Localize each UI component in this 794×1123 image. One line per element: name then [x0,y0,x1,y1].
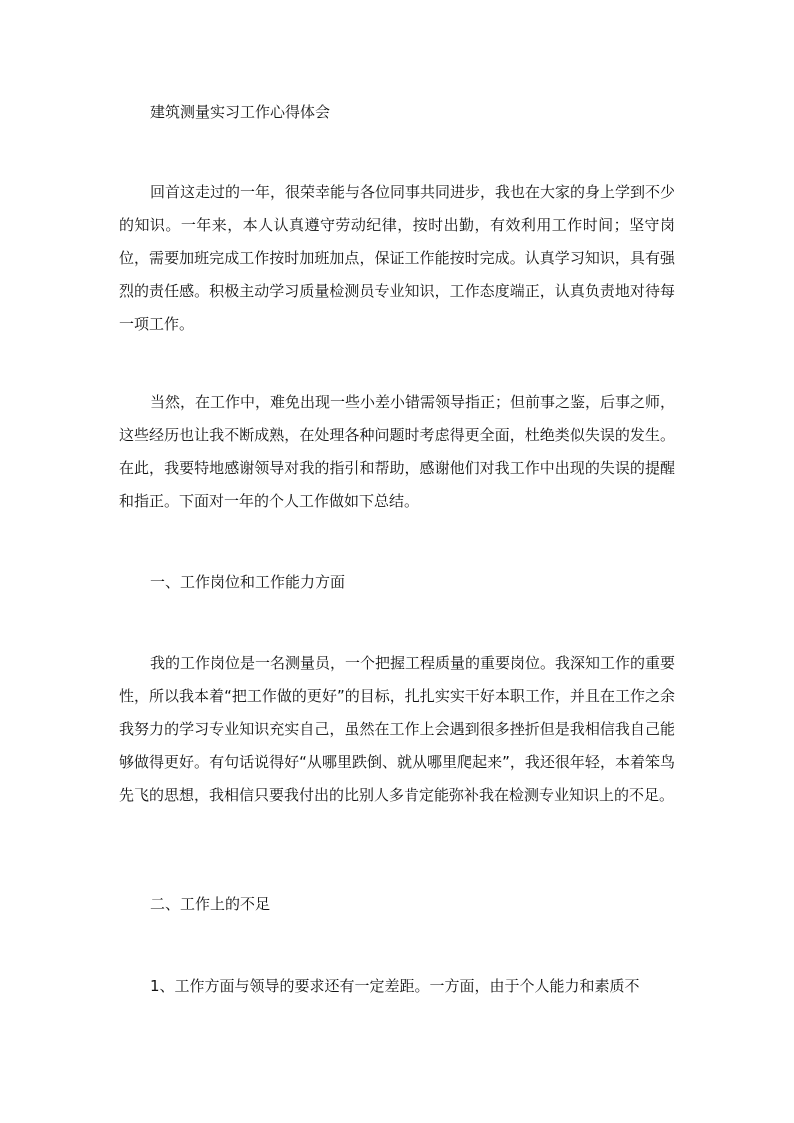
section-heading-2: 二、工作上的不足 [150,895,271,913]
paragraph-thanks: 当然，在工作中，难免出现一些小差小错需领导指正；但前事之鉴，后事之师，这些经历也让我不断成熟，在处理各种问题时考虑得更全面，杜绝类似失误的发生。在此，我要特地感谢领导对我的指引和帮助，感谢他们对我工作中出现的失误的提醒和指正。下面对一年的个人工作做如下总结。 [119,393,676,510]
paragraph-intro: 回首这走过的一年，很荣幸能与各位同事共同进步，我也在大家的身上学到不少的知识。一年来，本人认真遵守劳动纪律，按时出勤，有效利用工作时间；坚守岗位，需要加班完成工作按时加班加点，保证工作能按时完成。认真学习知识，具有强烈的责任感。积极主动学习质量检测员专业知识，工作态度端正，认真负责地对待每一项工作。 [119,183,676,333]
paragraph-job-position: 我的工作岗位是一名测量员，一个把握工程质量的重要岗位。我深知工作的重要性，所以我本着“把工作做的更好”的目标，扎扎实实干好本职工作，并且在工作之余我努力的学习专业知识充实自己，虽然在工作上会遇到很多挫折但是我相信我自己能够做得更好。有句话说得好“从哪里跌倒、就从哪里爬起来”，我还很年轻，本着笨鸟先飞的思想，我相信只要我付出的比别人多肯定能弥补我在检测专业知识上的不足。 [119,654,676,804]
paragraph-shortcomings: 1、工作方面与领导的要求还有一定差距。一方面，由于个人能力和素质不 [150,977,640,995]
document-title: 建筑测量实习工作心得体会 [150,103,331,121]
section-heading-1: 一、工作岗位和工作能力方面 [150,573,346,591]
